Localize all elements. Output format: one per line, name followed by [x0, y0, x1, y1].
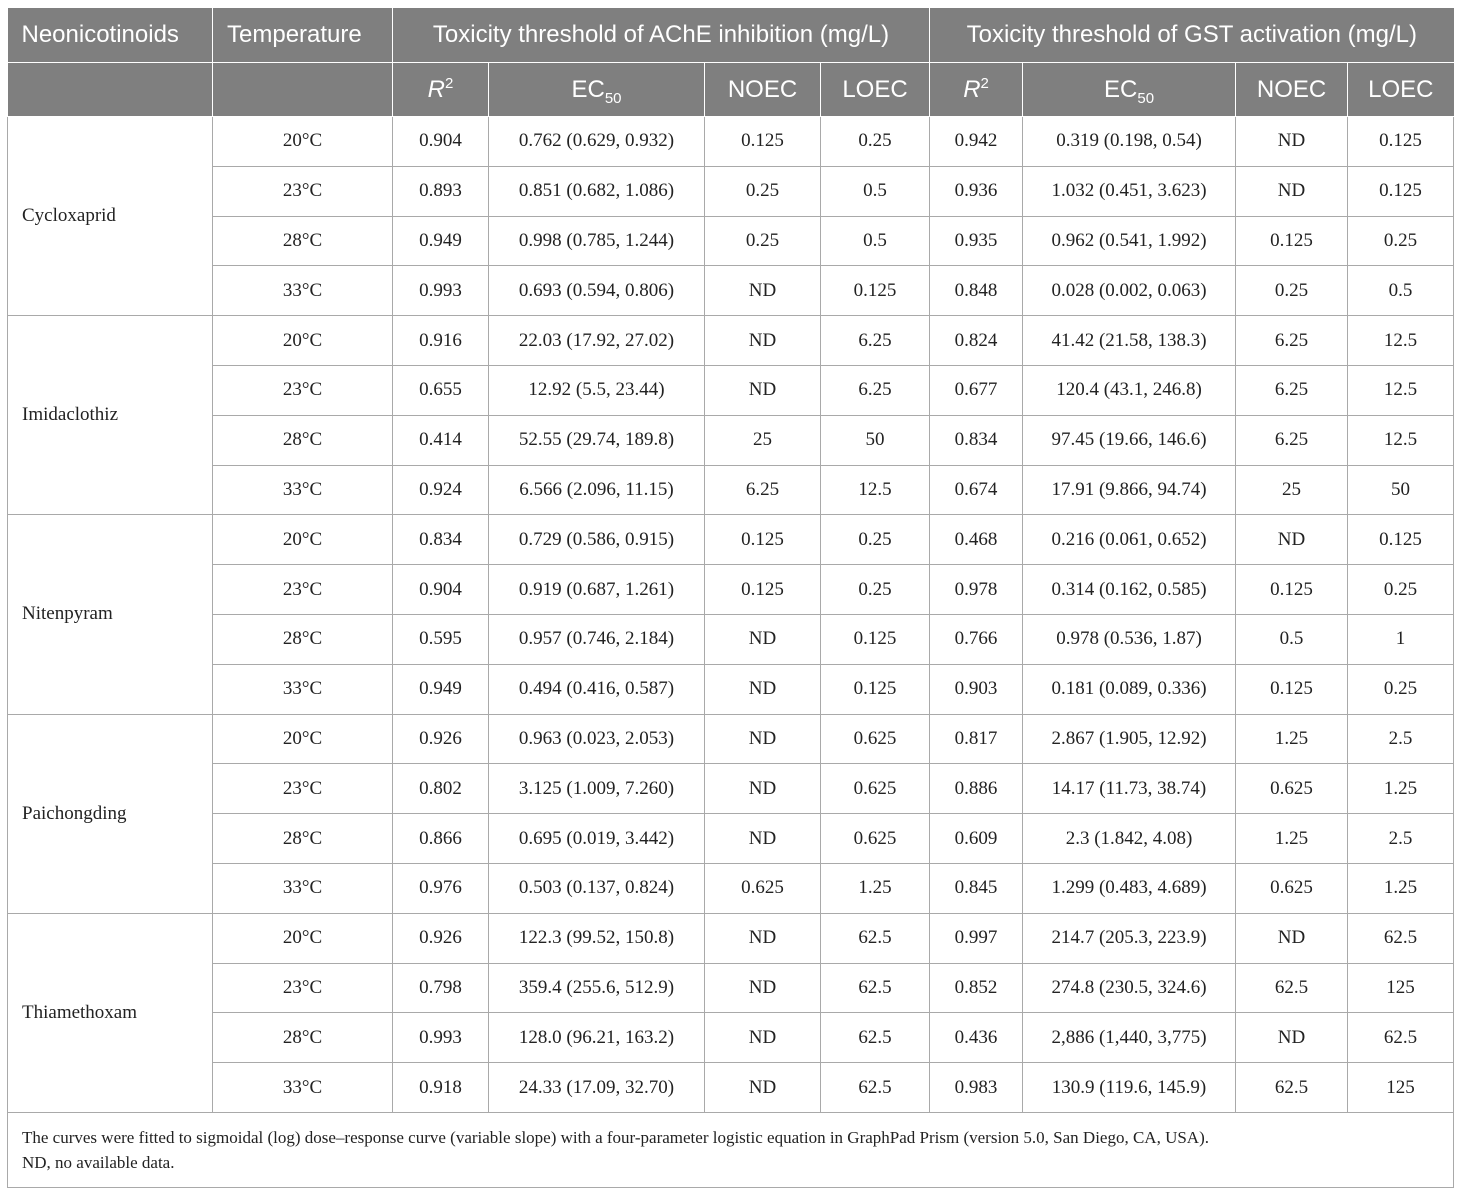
- cell-ache-noec: ND: [705, 814, 821, 864]
- table-row: [8, 1013, 1454, 1063]
- cell-gst-noec: 1.25: [1236, 814, 1348, 864]
- cell-ache-noec: ND: [705, 963, 821, 1013]
- table-row: [8, 1063, 1454, 1113]
- cell-ache-ec50: 52.55 (29.74, 189.8): [489, 415, 705, 465]
- cell-ache-loec: 62.5: [821, 963, 930, 1013]
- cell-gst-r2: 0.824: [930, 316, 1023, 366]
- cell-ache-noec: ND: [705, 764, 821, 814]
- cell-ache-loec: 0.625: [821, 764, 930, 814]
- cell-gst-noec: 6.25: [1236, 365, 1348, 415]
- cell-gst-loec: 1.25: [1348, 863, 1454, 913]
- r2-label: R: [427, 75, 445, 103]
- cell-gst-r2: 0.766: [930, 614, 1023, 664]
- table-row: [8, 465, 1454, 515]
- cell-ache-r2: 0.976: [393, 863, 489, 913]
- table-row: [8, 316, 1454, 366]
- cell-ache-r2: 0.993: [393, 266, 489, 316]
- cell-ache-r2: 0.924: [393, 465, 489, 515]
- r2-label: R: [963, 75, 981, 103]
- cell-gst-r2: 0.677: [930, 365, 1023, 415]
- cell-ache-r2: 0.866: [393, 814, 489, 864]
- cell-temp: 20°C: [213, 913, 393, 963]
- ec50-label: EC: [571, 75, 605, 103]
- header-neonicotinoids: Neonicotinoids: [8, 8, 213, 63]
- cell-gst-r2: 0.935: [930, 216, 1023, 266]
- cell-ache-r2: 0.893: [393, 166, 489, 216]
- cell-gst-r2: 0.834: [930, 415, 1023, 465]
- cell-gst-noec: ND: [1236, 1013, 1348, 1063]
- cell-ache-ec50: 0.693 (0.594, 0.806): [489, 266, 705, 316]
- table-body: [8, 117, 1454, 1113]
- table-row: [8, 913, 1454, 963]
- header-ache-loec: LOEC: [821, 63, 930, 117]
- cell-gst-loec: 0.125: [1348, 166, 1454, 216]
- cell-gst-ec50: 274.8 (230.5, 324.6): [1023, 963, 1236, 1013]
- cell-gst-r2: 0.609: [930, 814, 1023, 864]
- table-row: [8, 166, 1454, 216]
- compound-name: Cycloxaprid: [8, 117, 213, 316]
- cell-ache-noec: 0.25: [705, 216, 821, 266]
- cell-temp: 20°C: [213, 714, 393, 764]
- cell-gst-ec50: 41.42 (21.58, 138.3): [1023, 316, 1236, 366]
- cell-ache-ec50: 0.762 (0.629, 0.932): [489, 117, 705, 167]
- cell-gst-ec50: 0.216 (0.061, 0.652): [1023, 515, 1236, 565]
- cell-ache-noec: ND: [705, 266, 821, 316]
- cell-gst-ec50: 17.91 (9.866, 94.74): [1023, 465, 1236, 515]
- cell-ache-ec50: 0.503 (0.137, 0.824): [489, 863, 705, 913]
- table-row: [8, 814, 1454, 864]
- cell-gst-loec: 0.5: [1348, 266, 1454, 316]
- table-row: [8, 266, 1454, 316]
- cell-temp: 28°C: [213, 814, 393, 864]
- footnote-row: [8, 1112, 1454, 1187]
- cell-temp: 33°C: [213, 664, 393, 714]
- cell-temp: 33°C: [213, 266, 393, 316]
- cell-gst-ec50: 0.978 (0.536, 1.87): [1023, 614, 1236, 664]
- cell-gst-noec: 0.625: [1236, 863, 1348, 913]
- cell-ache-r2: 0.798: [393, 963, 489, 1013]
- cell-gst-ec50: 214.7 (205.3, 223.9): [1023, 913, 1236, 963]
- cell-gst-ec50: 120.4 (43.1, 246.8): [1023, 365, 1236, 415]
- cell-ache-noec: ND: [705, 316, 821, 366]
- cell-ache-loec: 0.5: [821, 166, 930, 216]
- cell-ache-r2: 0.414: [393, 415, 489, 465]
- cell-gst-noec: ND: [1236, 117, 1348, 167]
- cell-ache-noec: ND: [705, 664, 821, 714]
- table-row: [8, 863, 1454, 913]
- header-ache-noec: NOEC: [705, 63, 821, 117]
- cell-gst-ec50: 1.032 (0.451, 3.623): [1023, 166, 1236, 216]
- cell-gst-r2: 0.845: [930, 863, 1023, 913]
- cell-ache-noec: ND: [705, 614, 821, 664]
- cell-gst-loec: 0.25: [1348, 565, 1454, 615]
- cell-gst-ec50: 1.299 (0.483, 4.689): [1023, 863, 1236, 913]
- cell-ache-loec: 6.25: [821, 365, 930, 415]
- cell-ache-loec: 0.125: [821, 664, 930, 714]
- cell-temp: 33°C: [213, 1063, 393, 1113]
- table-row: [8, 764, 1454, 814]
- header-blank-1: [8, 63, 213, 117]
- compound-name: Nitenpyram: [8, 515, 213, 714]
- compound-name: Paichongding: [8, 714, 213, 913]
- cell-gst-loec: 62.5: [1348, 1013, 1454, 1063]
- cell-gst-noec: 62.5: [1236, 1063, 1348, 1113]
- cell-gst-noec: 0.125: [1236, 565, 1348, 615]
- r2-superscript: 2: [445, 74, 454, 92]
- cell-ache-ec50: 3.125 (1.009, 7.260): [489, 764, 705, 814]
- ec50-label: EC: [1104, 75, 1138, 103]
- cell-ache-ec50: 12.92 (5.5, 23.44): [489, 365, 705, 415]
- cell-gst-noec: 1.25: [1236, 714, 1348, 764]
- cell-gst-loec: 62.5: [1348, 913, 1454, 963]
- cell-ache-loec: 50: [821, 415, 930, 465]
- cell-ache-noec: ND: [705, 1063, 821, 1113]
- cell-ache-ec50: 6.566 (2.096, 11.15): [489, 465, 705, 515]
- cell-ache-loec: 62.5: [821, 1013, 930, 1063]
- cell-ache-r2: 0.949: [393, 216, 489, 266]
- header-row-2: [8, 63, 1454, 117]
- cell-gst-noec: 6.25: [1236, 316, 1348, 366]
- cell-ache-noec: 0.25: [705, 166, 821, 216]
- r2-superscript: 2: [980, 74, 989, 92]
- cell-ache-r2: 0.904: [393, 117, 489, 167]
- cell-gst-noec: 62.5: [1236, 963, 1348, 1013]
- cell-temp: 20°C: [213, 515, 393, 565]
- cell-gst-ec50: 2.867 (1.905, 12.92): [1023, 714, 1236, 764]
- table-row: [8, 614, 1454, 664]
- cell-ache-loec: 62.5: [821, 1063, 930, 1113]
- table-container: [7, 8, 1453, 1188]
- cell-gst-loec: 12.5: [1348, 415, 1454, 465]
- header-gst-group: Toxicity threshold of GST activation (mg/L): [930, 8, 1454, 63]
- cell-ache-loec: 0.25: [821, 117, 930, 167]
- cell-ache-ec50: 24.33 (17.09, 32.70): [489, 1063, 705, 1113]
- cell-gst-ec50: 0.181 (0.089, 0.336): [1023, 664, 1236, 714]
- cell-gst-ec50: 0.314 (0.162, 0.585): [1023, 565, 1236, 615]
- cell-gst-noec: 0.25: [1236, 266, 1348, 316]
- cell-temp: 23°C: [213, 764, 393, 814]
- cell-ache-r2: 0.834: [393, 515, 489, 565]
- cell-ache-r2: 0.802: [393, 764, 489, 814]
- cell-gst-noec: 25: [1236, 465, 1348, 515]
- cell-gst-ec50: 0.319 (0.198, 0.54): [1023, 117, 1236, 167]
- cell-gst-loec: 125: [1348, 1063, 1454, 1113]
- cell-ache-ec50: 122.3 (99.52, 150.8): [489, 913, 705, 963]
- cell-temp: 28°C: [213, 415, 393, 465]
- cell-ache-ec50: 0.919 (0.687, 1.261): [489, 565, 705, 615]
- cell-gst-noec: ND: [1236, 913, 1348, 963]
- cell-gst-loec: 1: [1348, 614, 1454, 664]
- cell-ache-loec: 0.25: [821, 565, 930, 615]
- cell-gst-loec: 0.125: [1348, 117, 1454, 167]
- cell-gst-loec: 1.25: [1348, 764, 1454, 814]
- table-row: [8, 565, 1454, 615]
- cell-ache-r2: 0.918: [393, 1063, 489, 1113]
- cell-ache-ec50: 0.963 (0.023, 2.053): [489, 714, 705, 764]
- cell-ache-ec50: 0.998 (0.785, 1.244): [489, 216, 705, 266]
- header-ache-group: Toxicity threshold of AChE inhibition (mg/L): [393, 8, 930, 63]
- cell-ache-noec: 6.25: [705, 465, 821, 515]
- cell-gst-loec: 2.5: [1348, 814, 1454, 864]
- cell-ache-ec50: 359.4 (255.6, 512.9): [489, 963, 705, 1013]
- cell-ache-ec50: 0.494 (0.416, 0.587): [489, 664, 705, 714]
- cell-ache-noec: ND: [705, 913, 821, 963]
- cell-ache-ec50: 22.03 (17.92, 27.02): [489, 316, 705, 366]
- cell-gst-r2: 0.886: [930, 764, 1023, 814]
- cell-ache-ec50: 0.957 (0.746, 2.184): [489, 614, 705, 664]
- header-ache-r2: [393, 63, 489, 117]
- cell-ache-ec50: 128.0 (96.21, 163.2): [489, 1013, 705, 1063]
- header-ache-ec50: [489, 63, 705, 117]
- cell-ache-loec: 0.25: [821, 515, 930, 565]
- cell-gst-r2: 0.817: [930, 714, 1023, 764]
- cell-temp: 23°C: [213, 166, 393, 216]
- cell-gst-ec50: 14.17 (11.73, 38.74): [1023, 764, 1236, 814]
- cell-gst-noec: 0.125: [1236, 216, 1348, 266]
- cell-temp: 28°C: [213, 216, 393, 266]
- cell-gst-r2: 0.942: [930, 117, 1023, 167]
- cell-ache-r2: 0.655: [393, 365, 489, 415]
- cell-ache-noec: 0.625: [705, 863, 821, 913]
- header-gst-noec: NOEC: [1236, 63, 1348, 117]
- cell-gst-loec: 2.5: [1348, 714, 1454, 764]
- cell-gst-noec: 0.625: [1236, 764, 1348, 814]
- cell-ache-noec: 0.125: [705, 117, 821, 167]
- cell-gst-noec: 0.5: [1236, 614, 1348, 664]
- header-gst-ec50: [1023, 63, 1236, 117]
- ec50-subscript: 50: [604, 89, 622, 107]
- cell-gst-r2: 0.468: [930, 515, 1023, 565]
- cell-temp: 23°C: [213, 365, 393, 415]
- cell-gst-ec50: 2.3 (1.842, 4.08): [1023, 814, 1236, 864]
- cell-ache-ec50: 0.851 (0.682, 1.086): [489, 166, 705, 216]
- cell-temp: 20°C: [213, 117, 393, 167]
- cell-gst-ec50: 97.45 (19.66, 146.6): [1023, 415, 1236, 465]
- cell-gst-noec: 0.125: [1236, 664, 1348, 714]
- cell-ache-r2: 0.926: [393, 913, 489, 963]
- cell-gst-r2: 0.978: [930, 565, 1023, 615]
- cell-ache-r2: 0.949: [393, 664, 489, 714]
- table-row: [8, 365, 1454, 415]
- cell-ache-loec: 0.5: [821, 216, 930, 266]
- table-row: [8, 714, 1454, 764]
- cell-gst-r2: 0.674: [930, 465, 1023, 515]
- cell-ache-r2: 0.904: [393, 565, 489, 615]
- header-temperature: Temperature: [213, 8, 393, 63]
- cell-gst-loec: 50: [1348, 465, 1454, 515]
- cell-ache-noec: 0.125: [705, 565, 821, 615]
- cell-temp: 20°C: [213, 316, 393, 366]
- cell-gst-noec: ND: [1236, 166, 1348, 216]
- cell-gst-r2: 0.936: [930, 166, 1023, 216]
- cell-ache-loec: 1.25: [821, 863, 930, 913]
- footnote: [8, 1112, 1454, 1187]
- table-row: [8, 415, 1454, 465]
- cell-gst-loec: 125: [1348, 963, 1454, 1013]
- cell-ache-r2: 0.993: [393, 1013, 489, 1063]
- cell-ache-loec: 62.5: [821, 913, 930, 963]
- cell-gst-r2: 0.436: [930, 1013, 1023, 1063]
- table-row: [8, 664, 1454, 714]
- table-row: [8, 963, 1454, 1013]
- cell-ache-loec: 12.5: [821, 465, 930, 515]
- header-row-1: [8, 8, 1454, 63]
- cell-ache-ec50: 0.695 (0.019, 3.442): [489, 814, 705, 864]
- cell-gst-loec: 0.125: [1348, 515, 1454, 565]
- cell-gst-r2: 0.848: [930, 266, 1023, 316]
- ec50-subscript: 50: [1137, 89, 1155, 107]
- footnote-line-1: The curves were fitted to sigmoidal (log) dose–response curve (variable slope) with a four-parameter logistic equation in GraphPad Prism (version 5.0, San Diego, CA, USA).: [22, 1127, 1209, 1147]
- cell-gst-ec50: 130.9 (119.6, 145.9): [1023, 1063, 1236, 1113]
- cell-gst-r2: 0.903: [930, 664, 1023, 714]
- cell-ache-loec: 0.625: [821, 814, 930, 864]
- cell-gst-ec50: 0.962 (0.541, 1.992): [1023, 216, 1236, 266]
- cell-gst-loec: 0.25: [1348, 216, 1454, 266]
- cell-ache-r2: 0.926: [393, 714, 489, 764]
- cell-temp: 28°C: [213, 614, 393, 664]
- cell-temp: 28°C: [213, 1013, 393, 1063]
- cell-ache-r2: 0.595: [393, 614, 489, 664]
- cell-gst-r2: 0.997: [930, 913, 1023, 963]
- cell-gst-loec: 0.25: [1348, 664, 1454, 714]
- cell-ache-noec: ND: [705, 1013, 821, 1063]
- table-row: [8, 216, 1454, 266]
- table-row: [8, 515, 1454, 565]
- cell-ache-noec: 25: [705, 415, 821, 465]
- cell-ache-loec: 0.125: [821, 266, 930, 316]
- header-gst-loec: LOEC: [1348, 63, 1454, 117]
- cell-ache-loec: 6.25: [821, 316, 930, 366]
- cell-gst-ec50: 2,886 (1,440, 3,775): [1023, 1013, 1236, 1063]
- cell-gst-r2: 0.852: [930, 963, 1023, 1013]
- cell-gst-noec: 6.25: [1236, 415, 1348, 465]
- cell-ache-noec: 0.125: [705, 515, 821, 565]
- cell-ache-noec: ND: [705, 365, 821, 415]
- compound-name: Thiamethoxam: [8, 913, 213, 1112]
- cell-gst-noec: ND: [1236, 515, 1348, 565]
- cell-ache-noec: ND: [705, 714, 821, 764]
- cell-temp: 33°C: [213, 863, 393, 913]
- cell-temp: 23°C: [213, 963, 393, 1013]
- cell-ache-r2: 0.916: [393, 316, 489, 366]
- cell-ache-loec: 0.625: [821, 714, 930, 764]
- cell-gst-ec50: 0.028 (0.002, 0.063): [1023, 266, 1236, 316]
- cell-ache-ec50: 0.729 (0.586, 0.915): [489, 515, 705, 565]
- header-gst-r2: [930, 63, 1023, 117]
- cell-gst-r2: 0.983: [930, 1063, 1023, 1113]
- cell-gst-loec: 12.5: [1348, 365, 1454, 415]
- header-blank-2: [213, 63, 393, 117]
- cell-ache-loec: 0.125: [821, 614, 930, 664]
- cell-gst-loec: 12.5: [1348, 316, 1454, 366]
- toxicity-table: [7, 8, 1454, 1188]
- cell-temp: 33°C: [213, 465, 393, 515]
- footnote-line-2: ND, no available data.: [22, 1152, 175, 1172]
- cell-temp: 23°C: [213, 565, 393, 615]
- compound-name: Imidaclothiz: [8, 316, 213, 515]
- table-row: [8, 117, 1454, 167]
